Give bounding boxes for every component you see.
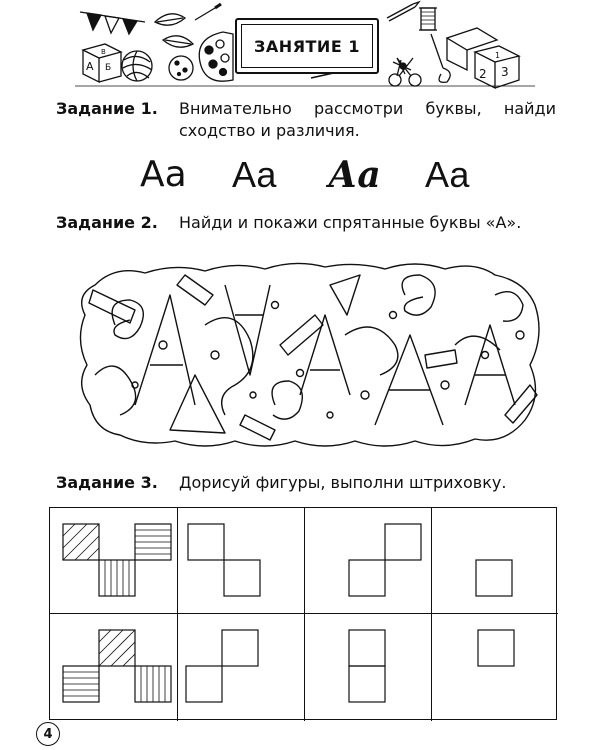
task-3-text: Дорисуй фигуры, выполни штриховку.	[179, 473, 507, 492]
task-2	[56, 212, 556, 234]
grid-cell-2-3[interactable]	[305, 614, 432, 721]
outline-squares-3	[432, 508, 558, 614]
outline-squares-2	[305, 508, 432, 614]
grid-cell-2-1[interactable]	[50, 614, 178, 721]
svg-text:Б: Б	[105, 63, 112, 73]
grid-cell-2-2[interactable]	[178, 614, 305, 721]
letter-sample-3: Аа	[328, 154, 381, 196]
task-1-label: Задание 1.	[56, 99, 158, 118]
grid-cell-1-1[interactable]	[50, 508, 178, 614]
task-2-label: Задание 2.	[56, 213, 158, 232]
hidden-letters-picture	[75, 255, 545, 455]
svg-text:3: 3	[501, 65, 509, 79]
lesson-title: ЗАНЯТИЕ 1	[235, 18, 379, 74]
grid-cell-1-3[interactable]	[305, 508, 432, 614]
task-1-text: Внимательно рассмотри буквы, найди сходство и различия.	[179, 99, 556, 140]
page-number: 4	[36, 722, 60, 746]
hatched-squares-2	[50, 614, 178, 721]
svg-text:1: 1	[495, 51, 501, 60]
letter-sample-4: Аа	[425, 154, 470, 195]
svg-text:А: А	[86, 60, 94, 73]
svg-text:2: 2	[479, 67, 487, 81]
outline-squares-6	[432, 614, 558, 721]
hatched-squares-1	[50, 508, 178, 614]
outline-squares-4	[178, 614, 305, 721]
letter-samples	[0, 150, 600, 200]
task-1	[56, 98, 556, 142]
outline-squares-5	[305, 614, 432, 721]
grid-cell-2-4[interactable]	[432, 614, 558, 721]
svg-text:В: В	[101, 48, 106, 56]
drawing-grid	[49, 507, 557, 720]
grid-cell-1-4[interactable]	[432, 508, 558, 614]
letter-sample-2: Аа	[232, 154, 277, 195]
header-illustration	[75, 0, 535, 90]
task-2-text: Найди и покажи спрятанные буквы «А».	[179, 213, 522, 232]
task-3-label: Задание 3.	[56, 473, 158, 492]
outline-squares-1	[178, 508, 305, 614]
task-3	[56, 472, 556, 494]
letter-sample-1: Аа	[140, 154, 187, 195]
grid-cell-1-2[interactable]	[178, 508, 305, 614]
